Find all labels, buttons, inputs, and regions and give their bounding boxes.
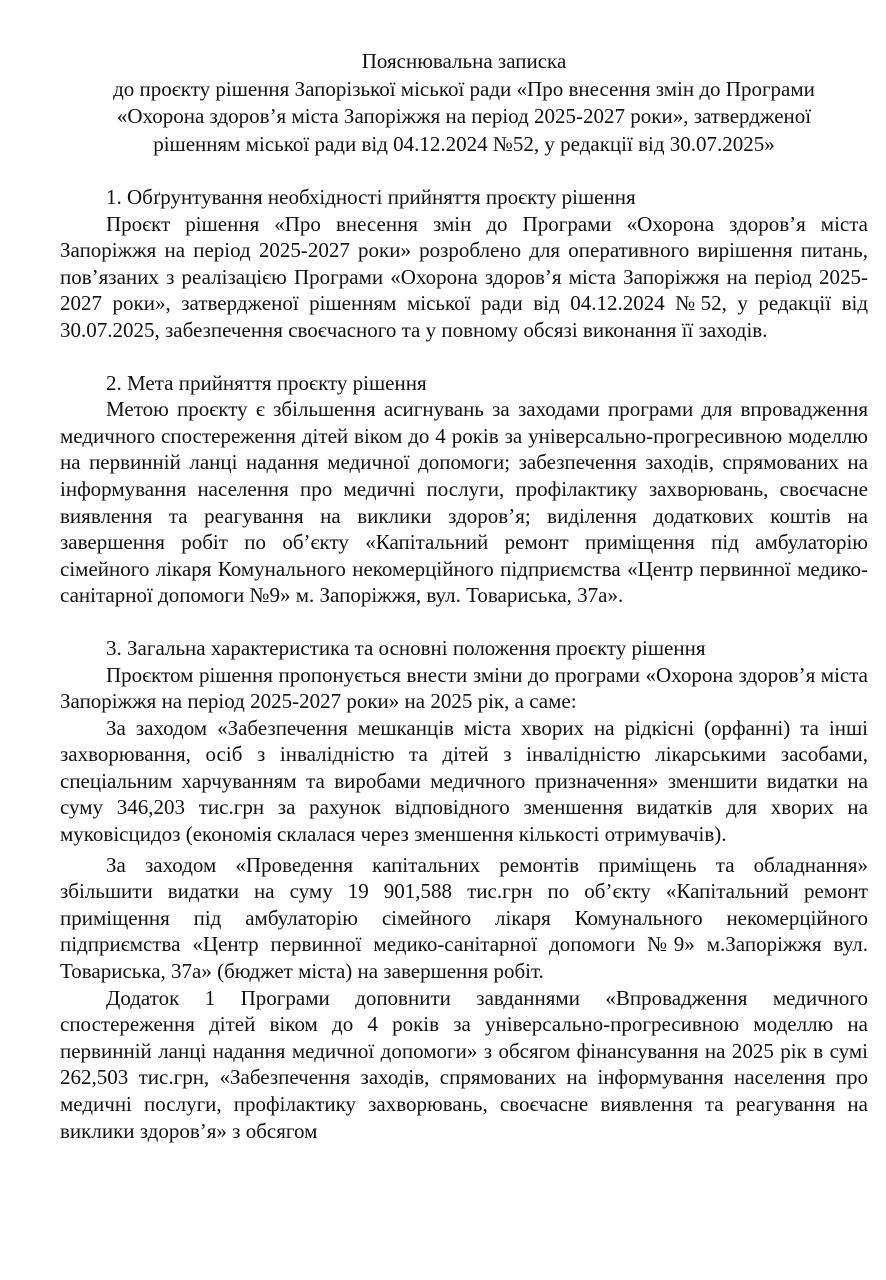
document-title (60, 48, 868, 158)
title-line-1: Пояснювальна записка (361, 49, 567, 73)
section-3-paragraph-1: Проєктом рішення пропонується внести зміни до програми «Охорона здоров’я міста Запоріжжя на період 2025-2027 роки» на 2025 рік, а саме: (60, 662, 868, 714)
section-2-paragraph: Метою проєкту є збільшення асигнувань за заходами програми для впровадження медичного спостереження дітей віком до 4 років за універсально-прогресивною моделлю на первинній ланці надання медичної допомоги; забезпечення заходів, спрямованих на інформування населення про медичні послуги, профілактику захворювань, своєчасне виявлення та реагування на виклики здоров’я; виділення додаткових коштів на завершення робіт по об’єкту «Капітальний ремонт приміщення під амбулаторію сімейного лікаря Комунального некомерційного підприємства «Центр первинної медико-санітарної допомоги №9» м. Запоріжжя, вул. Товариська, 37а». (60, 397, 868, 608)
title-line-3: «Охорона здоров’я міста Запоріжжя на період 2025-2027 роки», затвердженої (116, 104, 812, 128)
section-3-heading: 3. Загальна характеристика та основні положення проєкту рішення (106, 635, 706, 660)
section-characteristics (60, 635, 868, 1144)
section-purpose (60, 370, 868, 609)
section-1-heading: 1. Обґрунтування необхідності прийняття проєкту рішення (106, 185, 636, 209)
section-3-paragraph-2: За заходом «Забезпечення мешканців міста хворих на рідкісні (орфанні) та інші захворювання, осіб з інвалідністю та дітей з інвалідністю лікарськими засобами, спеціальним харчуванням та виробами медичного призначення» зменшити видатки на суму 346,203 тис.грн за рахунок відповідного зменшення видатків для хворих на муковісцидоз (економія склалася через зменшення кількості отримувачів). (60, 715, 868, 847)
title-line-4: рішенням міської ради від 04.12.2024 №52, у редакції від 30.07.2025» (153, 131, 775, 156)
section-justification (60, 184, 868, 344)
section-2-heading: 2. Мета прийняття проєкту рішення (106, 370, 427, 395)
section-1-paragraph: Проєкт рішення «Про внесення змін до Програми «Охорона здоров’я міста Запоріжжя на період 2025-2027 роки» розроблено для оперативного вирішення питань, пов’язаних з реалізацією Програми «Охорона здоров’я міста Запоріжжя на період 2025-2027 роки», затвердженої рішенням міської ради від 04.12.2024 №52, у редакції від 30.07.2025, забезпечення своєчасного та у повному обсязі виконання її заходів. (60, 211, 868, 342)
title-line-2: до проєкту рішення Запорізької міської ради «Про внесення змін до Програми (113, 76, 815, 101)
section-3-paragraph-4: Додаток 1 Програми доповнити завданнями «Впровадження медичного спостереження дітей віком до 4 років за універсально-прогресивною моделлю на первинній ланці надання медичної допомоги» з обсягом фінансування на 2025 рік в сумі 262,503 тис.грн, «Забезпечення заходів, спрямованих на інформування населення про медичні послуги, профілактику захворювань, своєчасне виявлення та реагування на виклики здоров’я» з обсягом (60, 985, 868, 1143)
section-3-paragraph-3: За заходом «Проведення капітальних ремонтів приміщень та обладнання» збільшити видатки на суму 19 901,588 тис.грн по об’єкту «Капітальний ремонт приміщення під амбулаторію сімейного лікаря Комунального некомерційного підприємства «Центр первинної медико-санітарної допомоги №9» м.Запоріжжя вул. Товариська, 37а» (бюджет міста) на завершення робіт. (60, 852, 868, 984)
